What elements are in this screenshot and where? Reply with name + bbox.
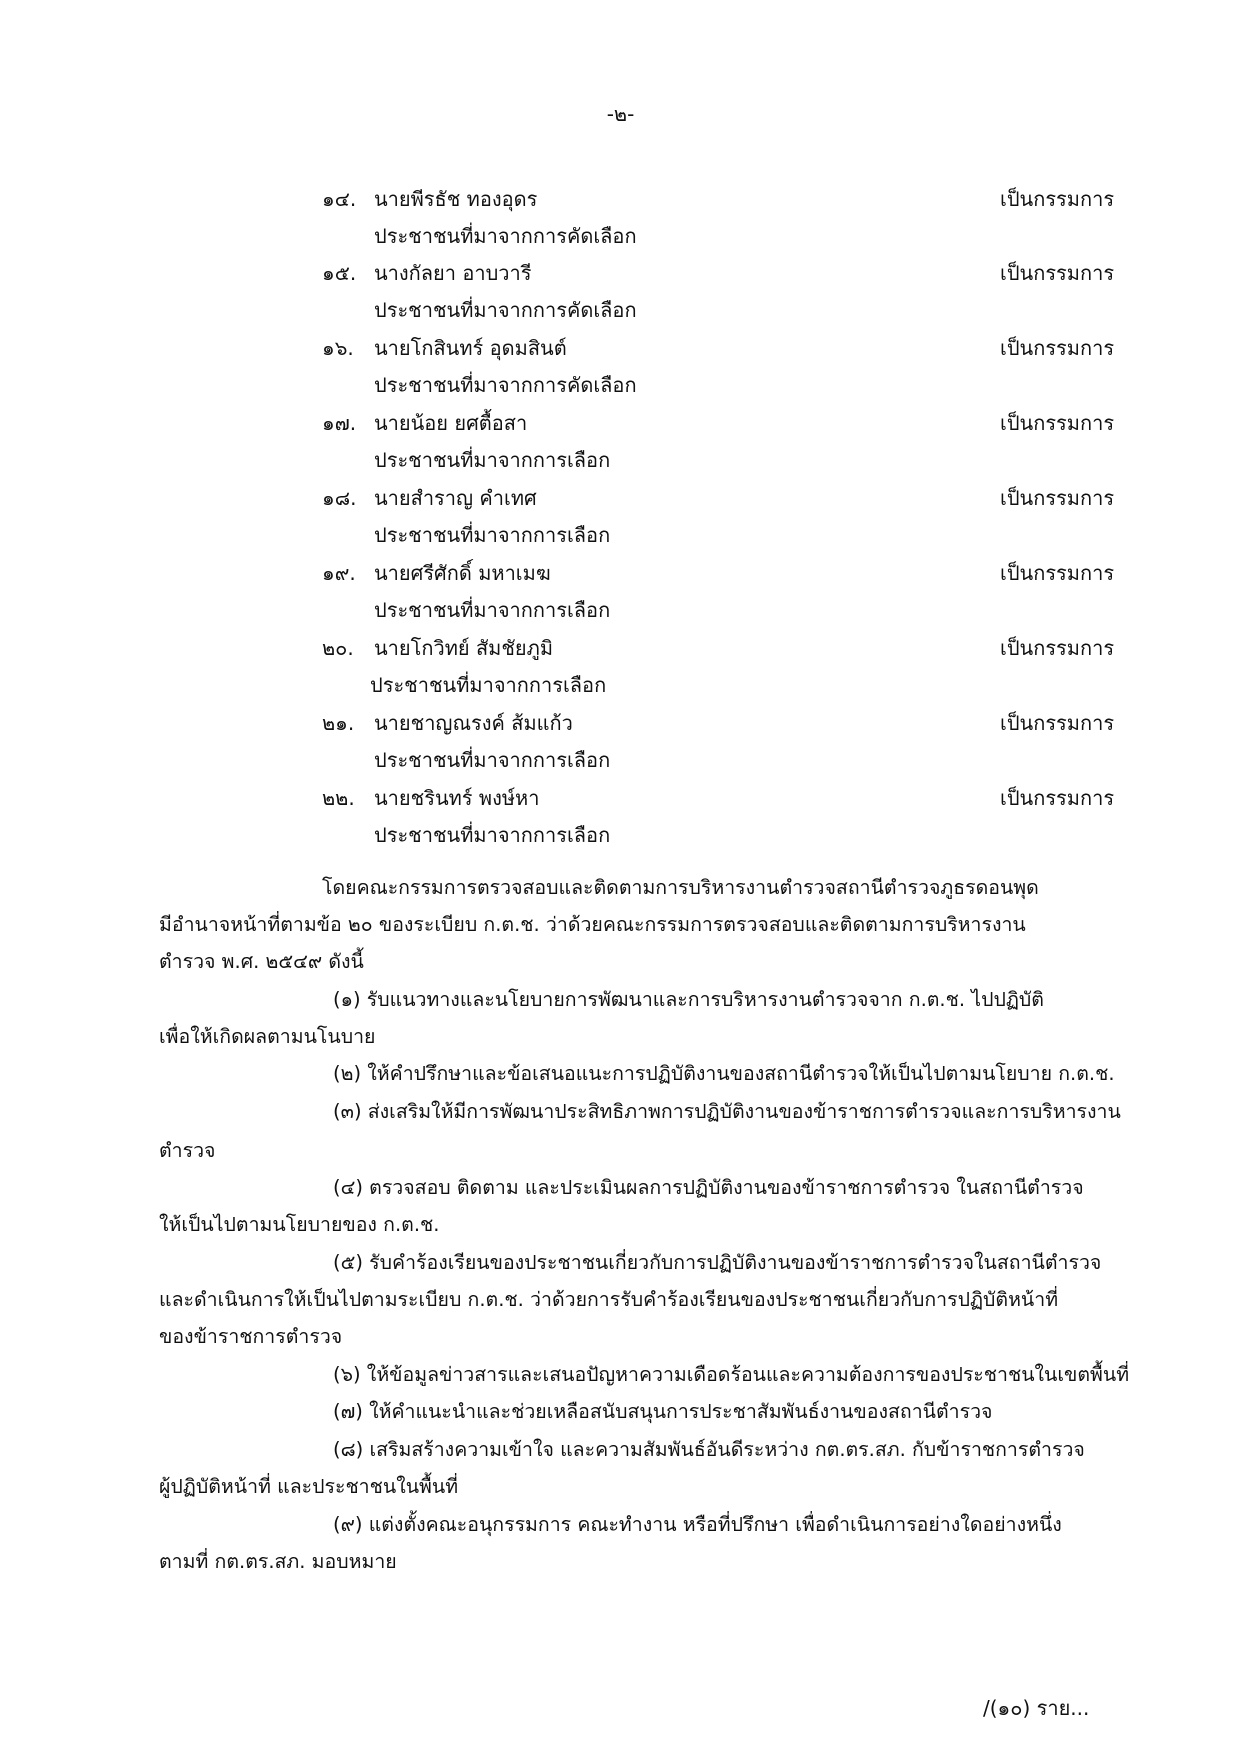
- member-number: ๑๙.: [322, 561, 356, 585]
- duty-item: (๕) รับคำร้องเรียนของประชาชนเกี่ยวกับการปฏิบัติงานของข้าราชการตำรวจในสถานีตำรวจ: [333, 1251, 1102, 1274]
- member-note: ประชาชนที่มาจากการคัดเลือก: [374, 373, 637, 397]
- member-number: ๒๑.: [322, 711, 355, 735]
- member-role: เป็นกรรมการ: [1000, 486, 1115, 510]
- duty-item: (๓) ส่งเสริมให้มีการพัฒนาประสิทธิภาพการปฏิบัติงานของข้าราชการตำรวจและการบริหารงาน: [333, 1100, 1121, 1123]
- continuation-footer: /(๑๐) ราย...: [983, 1696, 1090, 1720]
- member-role: เป็นกรรมการ: [1000, 636, 1115, 660]
- member-note: ประชาชนที่มาจากการเลือก: [374, 448, 611, 472]
- member-name: นายชรินทร์ พงษ์หา: [374, 786, 540, 810]
- duty-continuation: ผู้ปฏิบัติหน้าที่ และประชาชนในพื้นที่: [159, 1475, 459, 1498]
- intro-line: ตำรวจ พ.ศ. ๒๕๔๙ ดังนี้: [159, 950, 364, 973]
- member-name: นายโกสินทร์ อุดมสินต์: [374, 336, 567, 360]
- member-role: เป็นกรรมการ: [1000, 187, 1115, 211]
- member-name: นายสำราญ คำเทศ: [374, 486, 537, 510]
- member-number: ๑๘.: [322, 486, 357, 510]
- duty-continuation: ตำรวจ: [159, 1139, 216, 1162]
- member-note: ประชาชนที่มาจากการเลือก: [374, 598, 611, 622]
- member-note: ประชาชนที่มาจากการเลือก: [374, 523, 611, 547]
- duty-continuation: ให้เป็นไปตามนโยบายของ ก.ต.ช.: [159, 1213, 440, 1236]
- duty-item: (๙) แต่งตั้งคณะอนุกรรมการ คณะทำงาน หรือที่ปรึกษา เพื่อดำเนินการอย่างใดอย่างหนึ่ง: [333, 1513, 1062, 1536]
- member-number: ๑๕.: [322, 261, 357, 285]
- member-name: นายชาญณรงค์ ส้มแก้ว: [374, 711, 573, 735]
- member-number: ๒๐.: [322, 636, 354, 660]
- member-number: ๑๖.: [322, 336, 354, 360]
- member-note: ประชาชนที่มาจากการเลือก: [370, 673, 607, 697]
- member-role: เป็นกรรมการ: [1000, 561, 1115, 585]
- member-name: นายศรีศักดิ์ มหาเมฆ: [374, 561, 551, 585]
- member-role: เป็นกรรมการ: [1000, 411, 1115, 435]
- duty-continuation: ตามที่ กต.ตร.สภ. มอบหมาย: [159, 1550, 397, 1573]
- member-note: ประชาชนที่มาจากการคัดเลือก: [374, 224, 637, 248]
- member-name: นายโกวิทย์ สัมชัยภูมิ: [374, 636, 554, 660]
- duty-continuation: และดำเนินการให้เป็นไปตามระเบียบ ก.ต.ช. ว่าด้วยการรับคำร้องเรียนของประชาชนเกี่ยวกับการปฏิบัติหน้าที่: [159, 1288, 1059, 1311]
- member-name: นายพีรธัช ทองอุดร: [374, 187, 538, 211]
- member-note: ประชาชนที่มาจากการคัดเลือก: [374, 298, 637, 322]
- duty-continuation: ของข้าราชการตำรวจ: [159, 1325, 343, 1348]
- page-number: -๒-: [606, 102, 635, 126]
- duty-item: (๔) ตรวจสอบ ติดตาม และประเมินผลการปฏิบัติงานของข้าราชการตำรวจ ในสถานีตำรวจ: [333, 1176, 1084, 1199]
- member-role: เป็นกรรมการ: [1000, 786, 1115, 810]
- duty-item: (๘) เสริมสร้างความเข้าใจ และความสัมพันธ์อันดีระหว่าง กต.ตร.สภ. กับข้าราชการตำรวจ: [333, 1438, 1085, 1461]
- member-note: ประชาชนที่มาจากการเลือก: [374, 748, 611, 772]
- member-role: เป็นกรรมการ: [1000, 261, 1115, 285]
- duty-continuation: เพื่อให้เกิดผลตามนโนบาย: [159, 1025, 376, 1048]
- member-number: ๑๔.: [322, 187, 357, 211]
- member-name: นางกัลยา อาบวารี: [374, 261, 532, 285]
- intro-line: โดยคณะกรรมการตรวจสอบและติดตามการบริหารงานตำรวจสถานีตำรวจภูธรดอนพุด: [322, 876, 1039, 899]
- duty-item: (๖) ให้ข้อมูลข่าวสารและเสนอปัญหาความเดือดร้อนและความต้องการของประชาชนในเขตพื้นที่: [333, 1363, 1130, 1386]
- member-number: ๒๒.: [322, 786, 355, 810]
- duty-item: (๒) ให้คำปรึกษาและข้อเสนอแนะการปฏิบัติงานของสถานีตำรวจให้เป็นไปตามนโยบาย ก.ต.ช.: [333, 1062, 1115, 1085]
- intro-line: มีอำนาจหน้าที่ตามข้อ ๒๐ ของระเบียบ ก.ต.ช. ว่าด้วยคณะกรรมการตรวจสอบและติดตามการบริหารงาน: [159, 913, 1026, 936]
- duty-item: (๑) รับแนวทางและนโยบายการพัฒนาและการบริหารงานตำรวจจาก ก.ต.ช. ไปปฏิบัติ: [333, 988, 1044, 1011]
- member-role: เป็นกรรมการ: [1000, 711, 1115, 735]
- member-role: เป็นกรรมการ: [1000, 336, 1115, 360]
- member-name: นายน้อย ยศตื้อสา: [374, 411, 528, 435]
- member-note: ประชาชนที่มาจากการเลือก: [374, 823, 611, 847]
- duty-item: (๗) ให้คำแนะนำและช่วยเหลือสนับสนุนการประชาสัมพันธ์งานของสถานีตำรวจ: [333, 1400, 993, 1423]
- member-number: ๑๗.: [322, 411, 357, 435]
